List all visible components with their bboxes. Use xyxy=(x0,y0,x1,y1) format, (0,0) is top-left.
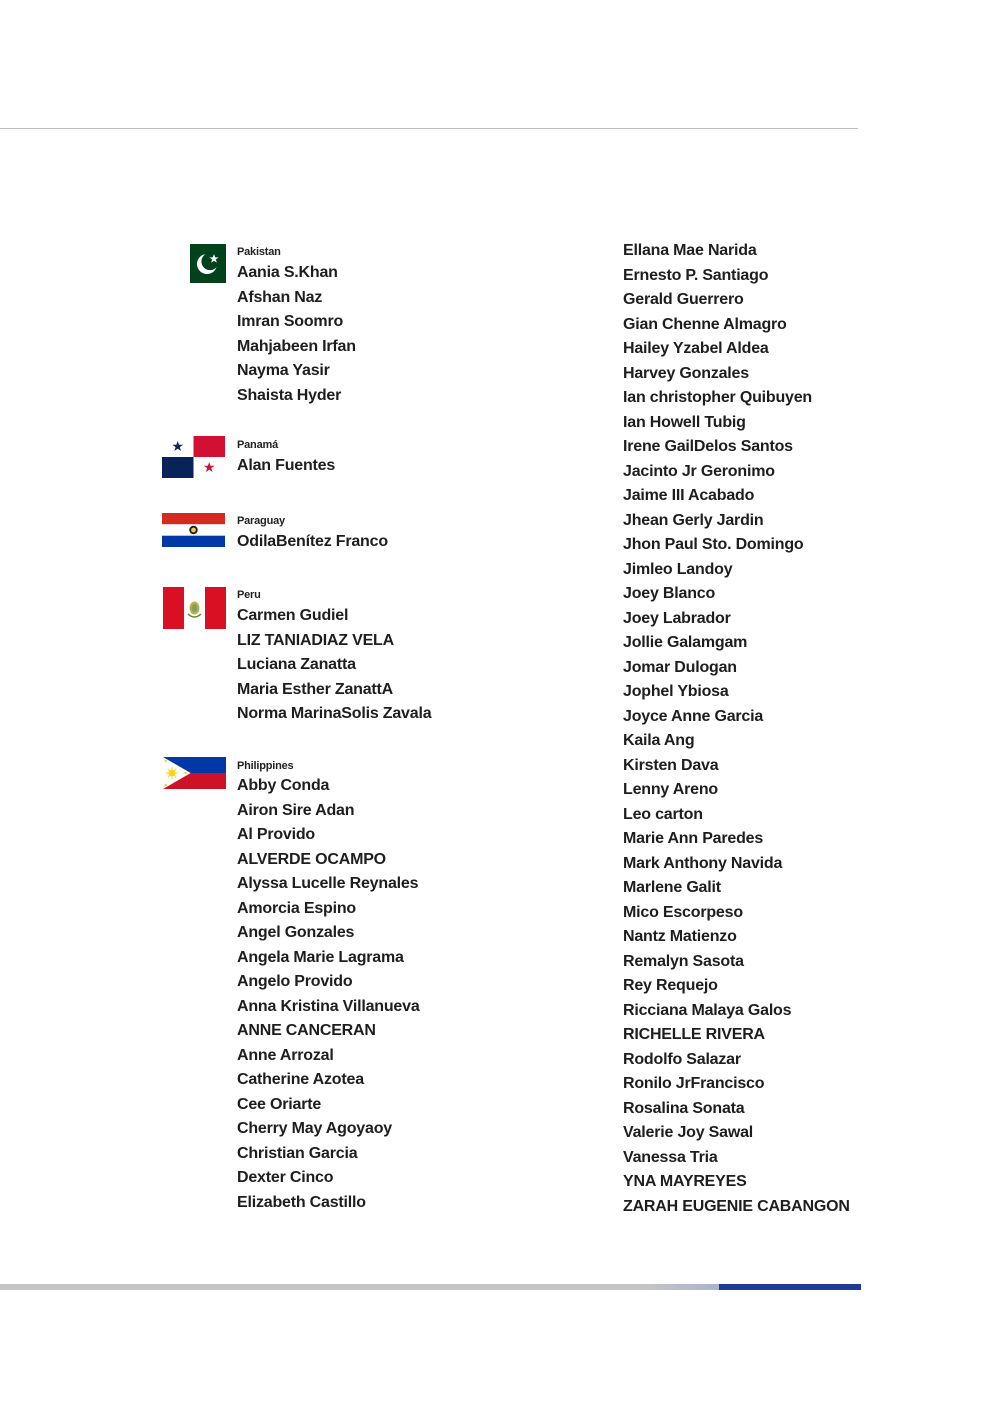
list-item: Angela Marie Lagrama xyxy=(237,948,404,966)
list-item: Ernesto P. Santiago xyxy=(623,266,769,284)
list-item: Jollie Galamgam xyxy=(623,634,748,651)
peru-flag-icon xyxy=(163,587,226,629)
pakistan-flag-icon xyxy=(178,244,226,283)
list-item: Jomar Dulogan xyxy=(623,658,737,676)
list-item: Gian Chenne Almagro xyxy=(623,315,787,333)
list-item: ALVERDE OCAMPO xyxy=(237,850,386,868)
list-item: Angelo Provido xyxy=(237,973,353,990)
list-item: Kirsten Dava xyxy=(623,756,719,774)
list-item: Carmen Gudiel xyxy=(237,607,349,624)
list-item: Cee Oriarte xyxy=(237,1095,322,1113)
list-item: Alyssa Lucelle Reynales xyxy=(237,875,419,892)
list-item: Shaista Hyder xyxy=(237,386,342,404)
list-item: Jophel Ybiosa xyxy=(623,683,729,700)
list-item: Ian Howell Tubig xyxy=(623,413,746,431)
list-item: Remalyn Sasota xyxy=(623,952,744,970)
name-list-paraguay xyxy=(237,530,388,555)
country-name-pakistan: Pakistan xyxy=(237,246,281,258)
country-name-paraguay: Paraguay xyxy=(237,515,285,527)
list-item: Cherry May Agoyaoy xyxy=(237,1120,392,1137)
list-item: Leo carton xyxy=(623,805,703,823)
list-item: Vanessa Tria xyxy=(623,1148,718,1166)
list-item: Anna Kristina Villanueva xyxy=(237,997,420,1015)
list-item: Jaime III Acabado xyxy=(623,487,755,504)
bottom-bar-accent xyxy=(719,1284,861,1290)
list-item: Maria Esther ZanattA xyxy=(237,680,394,698)
list-item: ANNE CANCERAN xyxy=(237,1022,376,1039)
list-item: Alan Fuentes xyxy=(237,457,336,474)
list-item: Rey Requejo xyxy=(623,977,718,994)
list-item: Gerald Guerrero xyxy=(623,291,744,308)
list-item: Imran Soomro xyxy=(237,313,344,330)
list-item: Amorcia Espino xyxy=(237,899,357,917)
list-item: ZARAH EUGENIE CABANGON xyxy=(623,1197,850,1215)
list-item: Nantz Matienzo xyxy=(623,928,737,945)
list-item: Joey Labrador xyxy=(623,609,731,627)
list-item: Mahjabeen Irfan xyxy=(237,337,356,355)
bottom-bar-fade xyxy=(650,1284,719,1290)
top-divider xyxy=(0,128,858,129)
list-item: Nayma Yasir xyxy=(237,362,330,379)
list-item: Ronilo JrFrancisco xyxy=(623,1075,765,1092)
list-item: LIZ TANIADIAZ VELA xyxy=(237,631,394,649)
list-item: Airon Sire Adan xyxy=(237,801,355,819)
list-item: Jimleo Landoy xyxy=(623,560,733,578)
list-item: Mico Escorpeso xyxy=(623,903,743,921)
philippines-flag-icon xyxy=(163,757,226,789)
name-list-peru xyxy=(237,604,431,727)
list-item: Luciana Zanatta xyxy=(237,656,356,673)
list-item: RICHELLE RIVERA xyxy=(623,1026,765,1043)
list-item: Mark Anthony Navida xyxy=(623,854,783,872)
list-item: Anne Arrozal xyxy=(237,1046,334,1064)
list-item: Joey Blanco xyxy=(623,585,716,602)
list-item: Valerie Joy Sawal xyxy=(623,1124,754,1141)
list-item: Harvey Gonzales xyxy=(623,364,749,382)
list-item: Marie Ann Paredes xyxy=(623,830,764,847)
country-name-panama: Panamá xyxy=(237,439,278,451)
list-item: Irene GailDelos Santos xyxy=(623,438,793,455)
name-list-panama xyxy=(237,454,335,479)
name-list-pakistan xyxy=(237,261,356,408)
list-item: Angel Gonzales xyxy=(237,924,355,941)
list-item: Ellana Mae Narida xyxy=(623,242,757,259)
list-item: Ian christopher Quibuyen xyxy=(623,389,813,406)
list-item: Hailey Yzabel Aldea xyxy=(623,340,769,357)
list-item: Abby Conda xyxy=(237,777,330,794)
list-item: Norma MarinaSolis Zavala xyxy=(237,705,432,722)
list-item: Dexter Cinco xyxy=(237,1169,334,1186)
list-item: Ricciana Malaya Galos xyxy=(623,1001,792,1019)
list-item: Jhon Paul Sto. Domingo xyxy=(623,536,804,553)
list-item: Afshan Naz xyxy=(237,288,323,306)
country-name-philippines: Philippines xyxy=(237,760,294,772)
list-item: OdilaBenítez Franco xyxy=(237,533,388,550)
list-item: Aania S.Khan xyxy=(237,264,338,281)
list-item: Rosalina Sonata xyxy=(623,1099,745,1117)
list-item: Jacinto Jr Geronimo xyxy=(623,462,775,480)
list-item: Christian Garcia xyxy=(237,1144,358,1162)
list-item: Al Provido xyxy=(237,826,316,843)
bottom-divider-bar xyxy=(0,1284,861,1290)
list-item: Elizabeth Castillo xyxy=(237,1193,366,1211)
list-item: Jhean Gerly Jardin xyxy=(623,511,764,529)
name-list-philippines-continued xyxy=(623,239,850,1219)
list-item: YNA MAYREYES xyxy=(623,1173,747,1190)
name-list-philippines xyxy=(237,774,420,1215)
list-item: Rodolfo Salazar xyxy=(623,1050,741,1068)
paraguay-flag-icon xyxy=(162,513,225,547)
list-item: Lenny Areno xyxy=(623,781,718,798)
country-name-peru: Peru xyxy=(237,589,261,601)
list-item: Kaila Ang xyxy=(623,732,695,749)
list-item: Marlene Galit xyxy=(623,879,721,896)
panama-flag-icon xyxy=(162,436,225,478)
list-item: Catherine Azotea xyxy=(237,1071,364,1088)
list-item: Joyce Anne Garcia xyxy=(623,707,764,725)
